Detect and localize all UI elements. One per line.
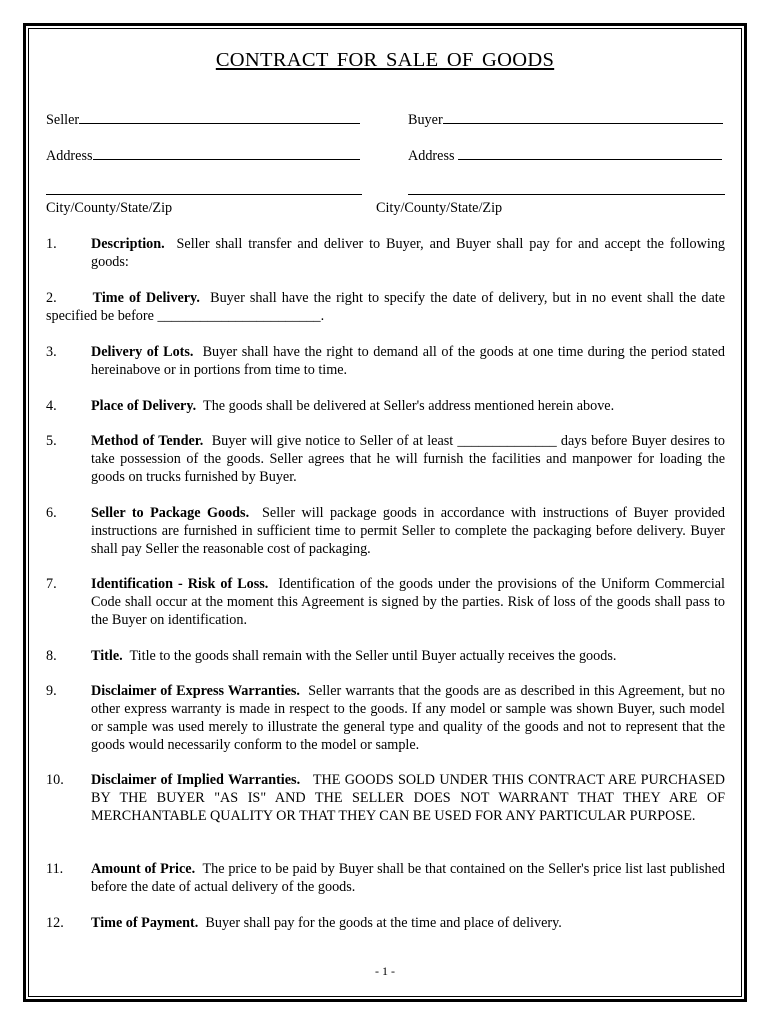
clause-heading: Disclaimer of Implied Warranties. [91, 772, 301, 788]
clause-text: The price to be paid by Buyer shall be that contained on the Seller's price list last published before the date of actual delivery of the goods. [91, 861, 726, 895]
buyer-address-label: Address [408, 148, 455, 164]
seller-city-line[interactable] [46, 182, 362, 195]
seller-address-line[interactable] [93, 147, 360, 160]
clause-number: 11. [46, 861, 64, 877]
clause-heading: Delivery of Lots. [91, 344, 194, 360]
document-title: CONTRACT FOR SALE OF GOODS [215, 49, 555, 71]
seller-label: Seller [46, 112, 80, 128]
seller-address-field[interactable] [46, 147, 360, 164]
clause-identification-risk [91, 575, 725, 629]
clause-text: THE GOODS SOLD UNDER THIS CONTRACT ARE PURCHASED BY THE BUYER "AS IS" AND THE SELLER DOES NOT WARRANT THAT THEY ARE OF MERCHANTABLE QUALITY OR THAT THEY CAN BE USED FOR ANY PARTICULAR PURPOSE. [91, 772, 726, 824]
clause-method-of-tender [91, 432, 725, 486]
buyer-city-line[interactable] [408, 182, 725, 195]
clause-title [91, 647, 725, 665]
clause-number: 10. [46, 772, 64, 788]
clause-description [91, 235, 725, 271]
clause-heading: Method of Tender. [91, 433, 204, 449]
buyer-name-line[interactable] [443, 111, 723, 124]
seller-city-label: City/County/State/Zip [46, 200, 173, 216]
clause-number: 8. [46, 648, 57, 664]
clause-heading: Identification - Risk of Loss. [91, 576, 269, 592]
buyer-field[interactable] [408, 111, 723, 128]
clause-text: Title to the goods shall remain with the Seller until Buyer actually receives the goods. [129, 648, 617, 664]
clause-heading: Seller to Package Goods. [91, 505, 250, 521]
clause-text: The goods shall be delivered at Seller's address mentioned herein above. [203, 398, 615, 414]
clause-number: 5. [46, 433, 57, 449]
clause-text: Buyer shall pay for the goods at the time and place of delivery. [205, 915, 562, 931]
clause-heading: Amount of Price. [91, 861, 196, 877]
clause-number: 1. [46, 236, 57, 252]
clause-heading: Place of Delivery. [91, 398, 197, 414]
clause-text: Buyer shall have the right to demand all of the goods at one time during the period stated hereinabove or in portions from time to time. [91, 344, 725, 378]
clause-express-warranties [91, 682, 725, 754]
seller-name-line[interactable] [79, 111, 360, 124]
seller-field[interactable] [46, 111, 360, 128]
clause-delivery-of-lots [91, 343, 725, 379]
clause-implied-warranties [91, 771, 725, 825]
clause-number: 3. [46, 344, 57, 360]
page-number: - 1 - [375, 964, 395, 978]
clause-text: Buyer shall have the right to specify the date of delivery, but in no event shall the date specified be before _______________________. [46, 290, 726, 324]
clause-amount-of-price [91, 860, 725, 896]
clause-text: Seller warrants that the goods are as described in this Agreement, but no other express warranty is made in respect to the goods. If any model or sample was shown Buyer, such model or sample was used merely to illustrate the general type and quality of the goods and not to represent that the goods would necessarily conform to the model or sample. [91, 683, 725, 753]
seller-city-line-row[interactable] [46, 182, 362, 199]
clause-heading: Description. [91, 236, 165, 252]
buyer-city-label: City/County/State/Zip [376, 200, 503, 216]
clause-text: Seller shall transfer and deliver to Buyer, and Buyer shall pay for and accept the following goods: [91, 236, 726, 270]
clause-seller-to-package [91, 504, 725, 558]
seller-address-label: Address [46, 148, 93, 164]
clause-number: 7. [46, 576, 57, 592]
buyer-city-line-row[interactable] [408, 182, 725, 199]
clause-text: Buyer will give notice to Seller of at least ______________ days before Buyer desires to take possession of the goods. Seller agrees that he will furnish the facilities and manpower for loading the goods on trucks furnished by Buyer. [91, 433, 725, 485]
buyer-label: Buyer [408, 112, 443, 128]
buyer-address-field[interactable] [408, 147, 722, 164]
clause-heading: Time of Delivery. [92, 290, 200, 306]
clause-heading: Title. [91, 648, 123, 664]
clause-text: Identification of the goods under the provisions of the Uniform Commercial Code shall occur at the moment this Agreement is signed by the parties. Risk of loss of the goods shall pass to the Buyer on identification. [91, 576, 725, 628]
clause-place-of-delivery [91, 397, 725, 415]
clause-number: 12. [46, 915, 64, 931]
clause-text: Seller will package goods in accordance with instructions of Buyer provided instructions are furnished in sufficient time to permit Seller to complete the packaging before delivery. Buyer shall pay Seller the reasonable cost of packaging. [91, 505, 725, 557]
clause-time-of-payment [91, 914, 725, 932]
clause-number: 2. [46, 290, 57, 306]
buyer-address-line[interactable] [458, 147, 722, 160]
clause-heading: Disclaimer of Express Warranties. [91, 683, 300, 699]
clause-heading: Time of Payment. [91, 915, 199, 931]
clause-number: 9. [46, 683, 57, 699]
clause-number: 4. [46, 398, 57, 414]
clause-time-of-delivery [46, 289, 725, 325]
clause-number: 6. [46, 505, 57, 521]
